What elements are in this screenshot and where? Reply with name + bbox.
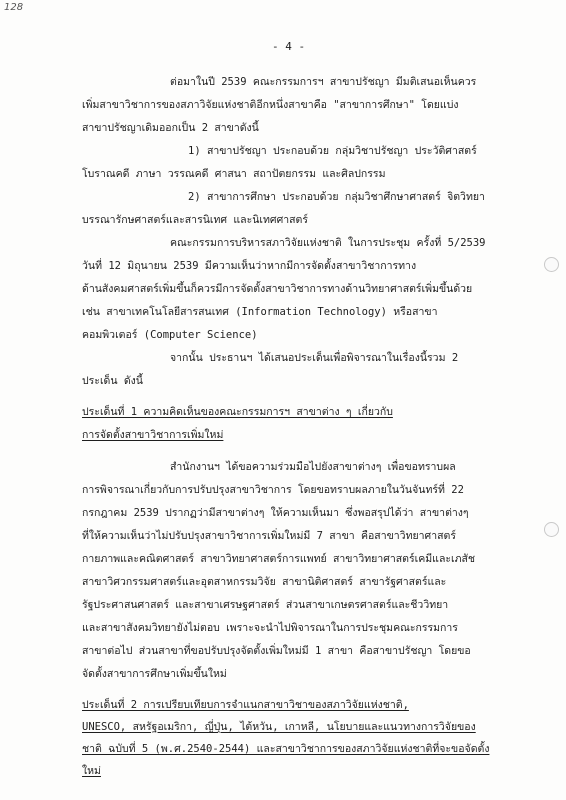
list-item-continuation: บรรณารักษศาสตร์และสารนิเทศ และนิเทศศาสตร์ <box>82 214 309 226</box>
paragraph-line: คณะกรรมการบริหารสภาวิจัยแห่งชาติ ในการประชุม ครั้งที่ 5/2539 <box>170 237 486 249</box>
punch-hole-mark <box>544 257 559 272</box>
paragraph-line: ต่อมาในปี 2539 คณะกรรมการฯ สาขาปรัชญา มีมติเสนอเห็นควร <box>170 76 477 88</box>
punch-hole-mark <box>544 522 559 537</box>
paragraph-line: รัฐประศาสนศาสตร์ และสาขาเศรษฐศาสตร์ ส่วนสาขาเกษตรศาสตร์และชีววิทยา <box>82 599 449 611</box>
paragraph-line: และสาขาสังคมวิทยายังไม่ตอบ เพราะจะนำไปพิจารณาในการประชุมคณะกรรมการ <box>82 622 458 634</box>
paragraph-line: กรกฎาคม 2539 ปรากฏว่ามีสาขาต่างๆ ให้ความเห็นมา ซึ่งพอสรุปได้ว่า สาขาต่างๆ <box>82 507 469 519</box>
paragraph-line: กายภาพและคณิตศาสตร์ สาขาวิทยาศาสตร์การแพทย์ สาขาวิทยาศาสตร์เคมีและเภสัช <box>82 553 476 565</box>
issue-heading: ใหม่ <box>82 765 101 777</box>
paragraph-line: ที่ให้ความเห็นว่าไม่ปรับปรุงสาขาวิชาการเพิ่มใหม่มี 7 สาขา คือสาขาวิทยาศาสตร์ <box>82 530 456 542</box>
list-item-continuation: โบราณคดี ภาษา วรรณคดี ศาสนา สถาปัตยกรรม และศิลปกรรม <box>82 168 386 180</box>
paragraph-line: สาขาวิศวกรรมศาสตร์และอุตสาหกรรมวิจัย สาขานิติศาสตร์ สาขารัฐศาสตร์และ <box>82 576 447 588</box>
page-number: - 4 - <box>272 40 306 53</box>
paragraph-line: คอมพิวเตอร์ (Computer Science) <box>82 329 258 341</box>
paragraph-line: ประเด็น ดังนี้ <box>82 375 143 387</box>
paragraph-line: สาขาต่อไป ส่วนสาขาที่ขอปรับปรุงจัดตั้งเพิ่มใหม่มี 1 สาขา คือสาขาปรัชญา โดยขอ <box>82 645 471 657</box>
paragraph-line: เพิ่มสาขาวิชาการของสภาวิจัยแห่งชาติอีกหนึ่งสาขาคือ "สาขาการศึกษา" โดยแบ่ง <box>82 99 459 111</box>
paragraph-line: สาขาปรัชญาเดิมออกเป็น 2 สาขาดังนี้ <box>82 122 259 134</box>
issue-heading: UNESCO, สหรัฐอเมริกา, ญี่ปุ่น, ไต้หวัน, เกาหลี, นโยบายและแนวทางการวิจัยของ <box>82 721 476 733</box>
paragraph-line: สำนักงานฯ ได้ขอความร่วมมือไปยังสาขาต่างๆ เพื่อขอทราบผล <box>170 461 456 473</box>
paragraph-line: จากนั้น ประธานฯ ได้เสนอประเด็นเพื่อพิจารณาในเรื่องนี้รวม 2 <box>170 352 459 364</box>
paragraph-line: การพิจารณาเกี่ยวกับการปรับปรุงสาขาวิชาการ โดยขอทราบผลภายในวันจันทร์ที่ 22 <box>82 484 464 496</box>
paragraph-line: ด้านสังคมศาสตร์เพิ่มขึ้นก็ควรมีการจัดตั้งสาขาวิชาการทางด้านวิทยาศาสตร์เพิ่มขึ้นด้วย <box>82 283 473 295</box>
issue-heading: การจัดตั้งสาขาวิชาการเพิ่มใหม่ <box>82 429 224 441</box>
issue-heading: ชาติ ฉบับที่ 5 (พ.ศ.2540-2544) และสาขาวิชาการของสภาวิจัยแห่งชาติที่จะขอจัดตั้ง <box>82 743 490 755</box>
issue-heading: ประเด็นที่ 2 การเปรียบเทียบการจำแนกสาขาวิชาของสภาวิจัยแห่งชาติ, <box>82 699 409 711</box>
issue-heading: ประเด็นที่ 1 ความคิดเห็นของคณะกรรมการฯ สาขาต่าง ๆ เกี่ยวกับ <box>82 406 393 418</box>
paragraph-line: เช่น สาขาเทคโนโลยีสารสนเทศ (Information Technology) หรือสาขา <box>82 306 438 318</box>
handwritten-page-note: 128 <box>4 2 24 13</box>
paragraph-line: จัดตั้งสาขาการศึกษาเพิ่มขึ้นใหม่ <box>82 668 227 680</box>
list-item: 1) สาขาปรัชญา ประกอบด้วย กลุ่มวิชาปรัชญา ประวัติศาสตร์ <box>188 145 477 157</box>
paragraph-line: วันที่ 12 มิถุนายน 2539 มีความเห็นว่าหากมีการจัดตั้งสาขาวิชาการทาง <box>82 260 417 272</box>
list-item: 2) สาขาการศึกษา ประกอบด้วย กลุ่มวิชาศึกษาศาสตร์ จิตวิทยา <box>188 191 485 203</box>
